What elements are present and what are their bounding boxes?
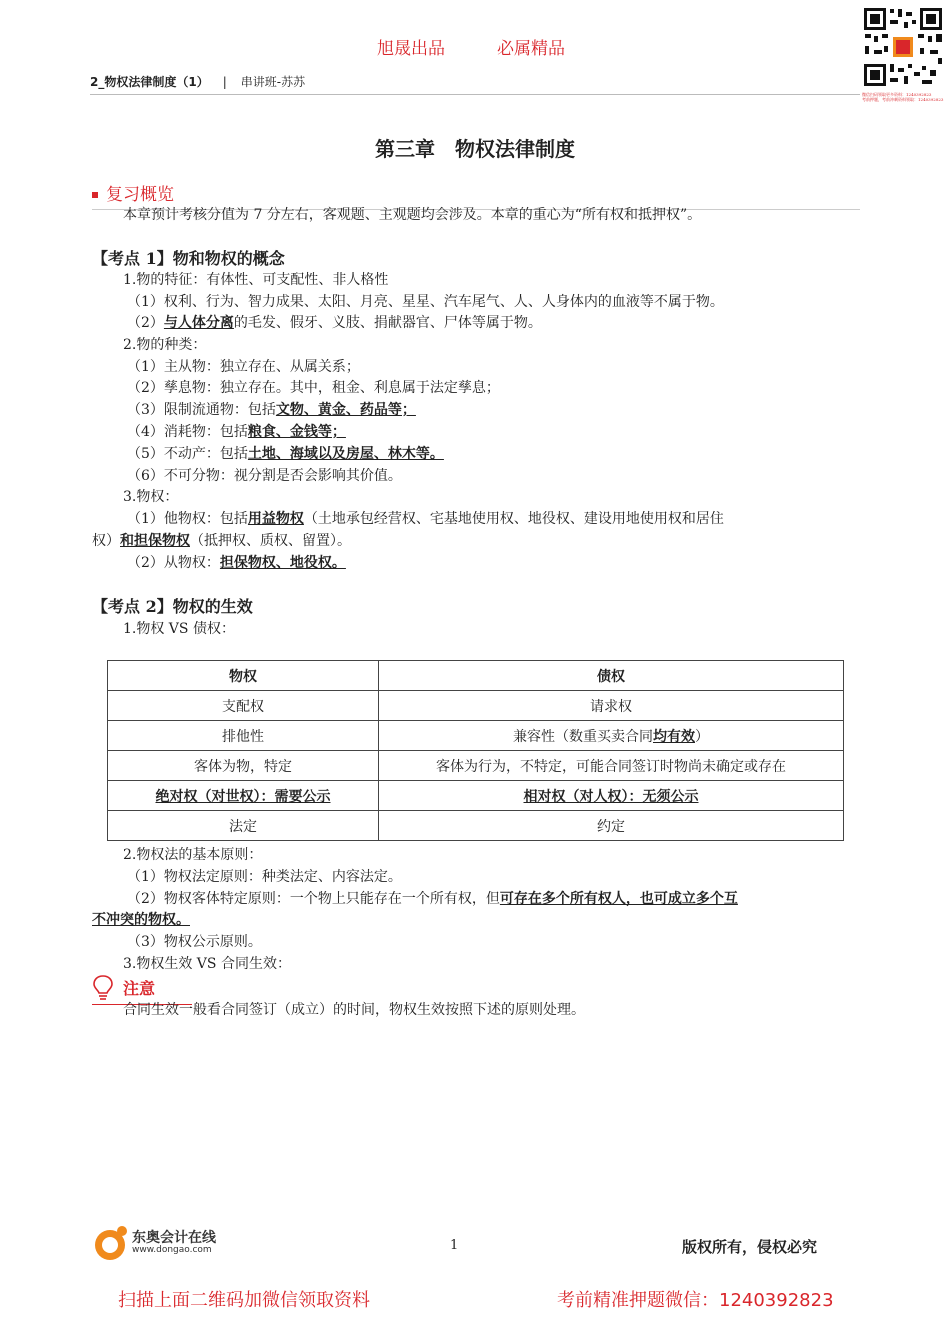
emphasis: 均有效: [653, 728, 695, 745]
text: （抵押权、质权、留置）。: [190, 533, 351, 549]
text: （2）: [127, 315, 164, 331]
table-row: [108, 751, 844, 781]
point1-line: （6）不可分物：视分割是否会影响其价值。: [127, 468, 402, 484]
copyright: 版权所有，侵权必究: [682, 1238, 818, 1256]
table-cell: 约定: [379, 811, 844, 841]
bottom-promo-right: 考前精准押题微信：1240392823: [557, 1290, 834, 1311]
emphasis: 和担保物权: [120, 533, 190, 549]
bottom-promo-left: 扫描上面二维码加微信领取资料: [118, 1290, 370, 1311]
text: （土地承包经营权、宅基地使用权、地役权、建设用地使用权和居住: [303, 511, 724, 527]
emphasis: 文物、黄金、药品等；: [275, 402, 416, 418]
emphasis: 粮食、金钱等；: [247, 424, 346, 440]
page-number: 1: [450, 1238, 459, 1253]
table-cell: 请求权: [379, 691, 844, 721]
table-cell: 法定: [108, 811, 379, 841]
point2-line: （1）物权法定原则：种类法定、内容法定。: [127, 869, 402, 885]
review-heading: [92, 180, 174, 205]
text: 的毛发、假牙、义肢、捐献器官、尸体等属于物。: [233, 315, 542, 331]
point1-line: 3.物权：: [123, 489, 179, 505]
chapter-title: 第三章 物权法律制度: [375, 137, 575, 161]
table-cell: [108, 781, 379, 811]
point1-line: [127, 422, 346, 443]
review-text: 本章预计考核分值为 7 分左右，客观题、主观题均会涉及。本章的重心为“所有权和抵押权”。: [123, 207, 702, 223]
qr-note: [862, 92, 946, 102]
point1-line: 2.物的种类：: [123, 337, 207, 353]
point2-line: （3）物权公示原则。: [127, 934, 262, 950]
dongao-logo: [92, 1223, 232, 1263]
text: （5）不动产：包括: [127, 446, 248, 462]
point1-line: （1）权利、行为、智力成果、太阳、月亮、星星、汽车尾气、人、人身体内的血液等不属于物。: [127, 294, 724, 310]
table-row: [108, 811, 844, 841]
lightbulb-icon: [92, 974, 114, 1000]
point2-line: 3.物权生效 VS 合同生效：: [123, 956, 291, 972]
point1-line: （2）孳息物：独立存在。其中，租金、利息属于法定孳息；: [127, 380, 500, 396]
logo-name: 东奥会计在线: [132, 1230, 216, 1246]
text: （1）他物权：包括: [127, 511, 248, 527]
point1-line: [127, 553, 346, 574]
promo-right: 必属精品: [497, 39, 565, 59]
point2-line: 2.物权法的基本原则：: [123, 847, 263, 863]
point1-line: [127, 509, 724, 530]
table-cell: [379, 721, 844, 751]
note-text: 合同生效一般看合同签订（成立）的时间，物权生效按照下述的原则处理。: [123, 1002, 585, 1018]
table-header-row: [108, 661, 844, 691]
text: 权）: [92, 533, 120, 549]
emphasis: 相对权（对人权）：无须公示: [523, 788, 699, 805]
qr-code: [862, 6, 944, 88]
logo-url: www.dongao.com: [132, 1245, 212, 1255]
bullet-icon: [92, 192, 98, 198]
text: 兼容性（数重买卖合同: [513, 728, 653, 745]
point2-line: [92, 910, 190, 931]
table-cell: 客体为物，特定: [108, 751, 379, 781]
text: （4）消耗物：包括: [127, 424, 248, 440]
point2-line: [127, 889, 738, 910]
point1-heading: 【考点 1】物和物权的概念: [92, 249, 285, 268]
promo-left: 旭晟出品: [377, 39, 445, 59]
text: （3）限制流通物：包括: [127, 402, 276, 418]
point1-line: （1）主从物：独立存在、从属关系；: [127, 359, 360, 375]
emphasis: 可存在多个所有权人，也可成立多个互: [499, 891, 738, 907]
emphasis: 担保物权、地役权。: [219, 555, 346, 571]
text: ）: [695, 728, 709, 745]
point1-line: [127, 400, 416, 421]
emphasis: 与人体分离: [163, 315, 234, 331]
table-row: [108, 781, 844, 811]
note-label: 注意: [123, 979, 156, 998]
header-separator: |: [222, 75, 227, 89]
emphasis: 用益物权: [247, 511, 304, 527]
point2-line: 1.物权 VS 债权：: [123, 621, 235, 637]
point1-line: 1.物的特征：有体性、可支配性、非人格性: [123, 272, 389, 288]
qr-note-line1: 微信扫码领取更多资料：1240392823: [862, 92, 932, 97]
table-cell: 客体为行为，不特定，可能合同签订时物尚未确定或存在: [379, 751, 844, 781]
table-row: [108, 691, 844, 721]
running-header: [90, 73, 305, 90]
emphasis: 土地、海域以及房屋、林木等。: [247, 446, 444, 462]
table-cell: [379, 781, 844, 811]
header-rule: [90, 94, 860, 95]
table-row: [108, 721, 844, 751]
review-heading-text: 复习概览: [106, 185, 174, 205]
point1-line: [127, 313, 542, 334]
table-header: 债权: [379, 661, 844, 691]
emphasis: 不冲突的物权。: [92, 912, 190, 928]
text: （2）物权客体特定原则：一个物上只能存在一个所有权，但: [127, 891, 500, 907]
text: （2）从物权：: [127, 555, 220, 571]
table-cell: 排他性: [108, 721, 379, 751]
comparison-table: [107, 660, 844, 841]
qr-note-line2: 考前押题，考前冲刺资料领取：1240392823: [862, 97, 944, 102]
point1-line: [127, 444, 444, 465]
course-title: 2_物权法律制度（1）: [90, 75, 209, 89]
class-name: 串讲班-苏苏: [240, 75, 306, 89]
table-header: 物权: [108, 661, 379, 691]
point2-heading: 【考点 2】物权的生效: [92, 597, 253, 616]
emphasis: 绝对权（对世权）：需要公示: [155, 788, 331, 805]
table-cell: 支配权: [108, 691, 379, 721]
point1-line: [92, 531, 351, 552]
